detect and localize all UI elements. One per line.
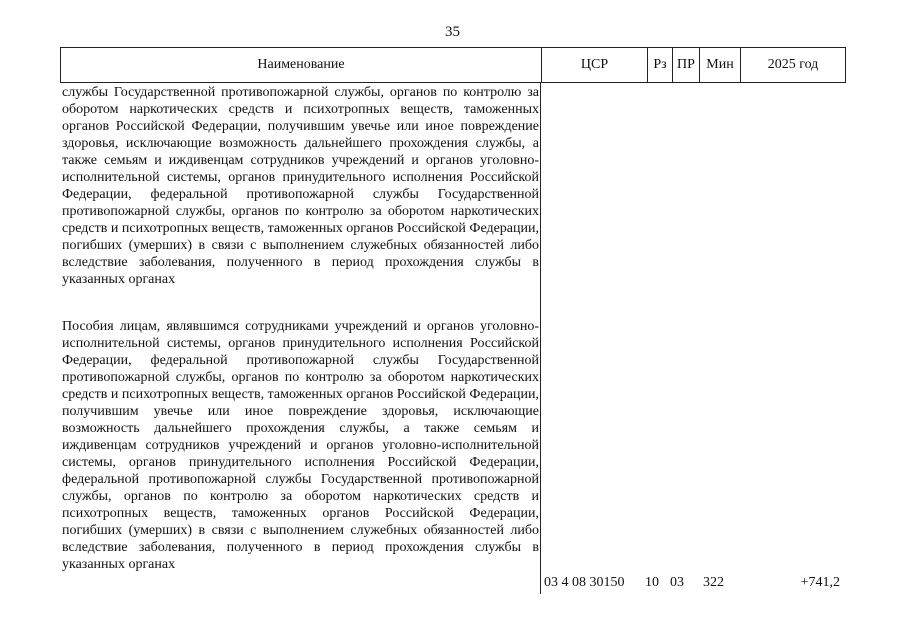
table-row-name: службы Государственной противопожарной службы, органов по контролю за оборотом наркотических средств и психотропных веществ, таможенных органов Российской Федерации, получившим увечье или иное повреждение здоровья, исключающие возможность дальнейшего прохождения службы, а также семьям и иждивенцам сотрудников учреждений и органов уголовно-исполнительной системы, органов принудительного исполнения Российской Федерации, федеральной противопожарной службы Государственной противопожарной службы, органов по контролю за оборотом наркотических средств и психотропных веществ, таможенных органов Российской Федерации, погибших (умерших) в связи с выполнением служебных обязанностей либо вследствие заболевания, полученного в период прохождения службы в указанных органах [62, 85, 539, 287]
cell-csr: 03 4 08 30150 [544, 575, 625, 590]
column-header-min: Мин [700, 48, 741, 83]
column-header-name: Наименование [61, 48, 542, 83]
table-header-row [61, 48, 846, 83]
table-row-name: Пособия лицам, являвшимся сотрудниками учреждений и органов уголовно-исполнительной системы, органов принудительного исполнения Российской Федерации, федеральной противопожарной службы Государственной противопожарной службы, органов по контролю за оборотом наркотических средств и психотропных веществ, таможенных органов Российской Федерации, получившим увечье или иное повреждение здоровья, исключающие возможность дальнейшего прохождения службы, а также семьям и иждивенцам сотрудников учреждений и органов уголовно-исполнительной системы, органов принудительного исполнения Российской Федерации, федеральной противопожарной службы Государственной противопожарной службы, органов по контролю за оборотом наркотических средств и психотропных веществ, таможенных органов Российской Федерации, погибших (умерших) в связи с выполнением служебных обязанностей либо вследствие заболевания, полученного в период прохождения службы в указанных органах [62, 319, 539, 572]
cell-rz: 10 [645, 575, 659, 590]
cell-pr: 03 [670, 575, 684, 590]
page-number: 35 [445, 24, 460, 40]
column-divider [540, 82, 541, 594]
cell-min: 322 [703, 575, 724, 590]
column-header-year: 2025 год [741, 48, 846, 83]
column-header-pr: ПР [673, 48, 700, 83]
cell-year: +741,2 [800, 575, 840, 590]
table-header [60, 47, 846, 83]
column-header-csr: ЦСР [542, 48, 648, 83]
column-header-rz: Рз [648, 48, 673, 83]
table-row-values [540, 574, 840, 591]
